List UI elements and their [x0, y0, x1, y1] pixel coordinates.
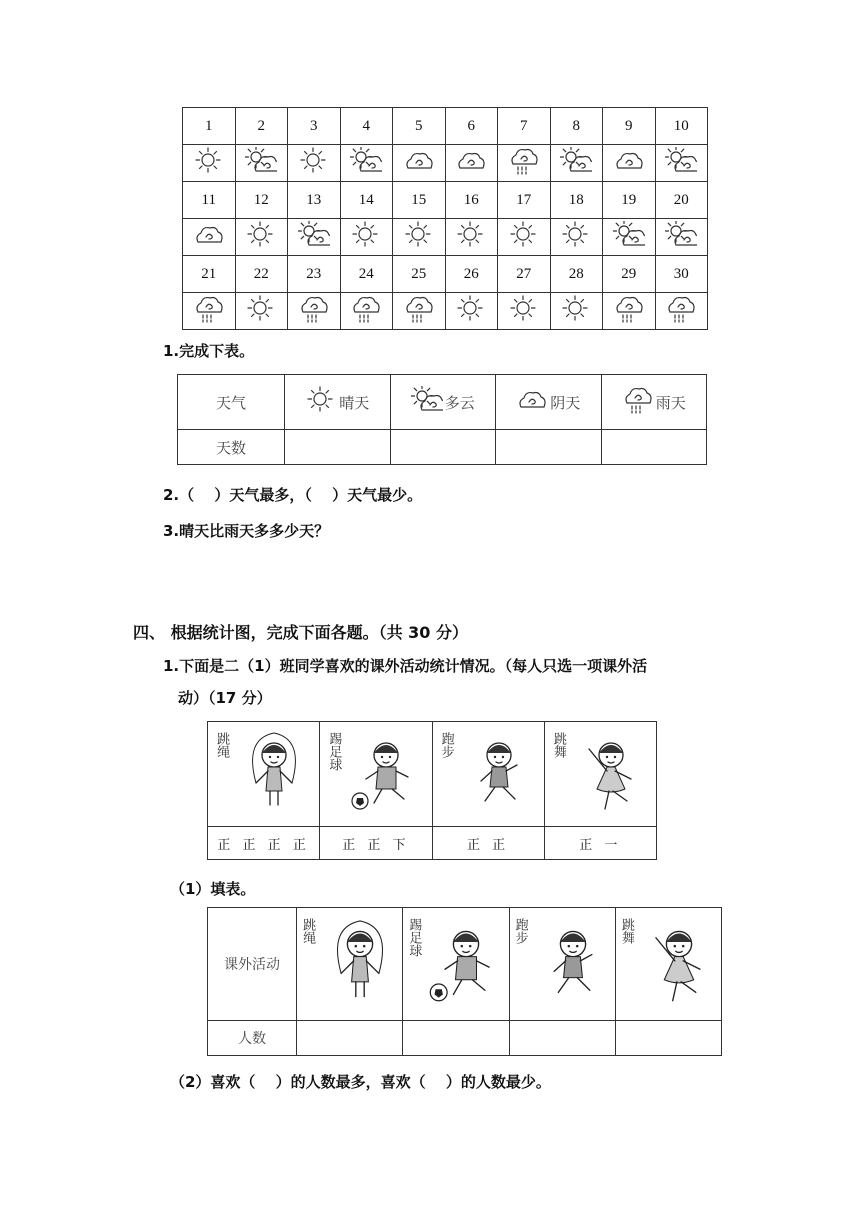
- calendar-weather-cell: [235, 145, 288, 182]
- calendar-weather-cell: [235, 293, 288, 330]
- overcast-icon: [516, 386, 548, 418]
- calendar-day-number: 13: [288, 182, 341, 219]
- calendar-weather-cell: [340, 145, 393, 182]
- calendar-weather-cell: [550, 145, 603, 182]
- calendar-weather-cell: [603, 219, 656, 256]
- sunny-icon: [245, 234, 277, 253]
- calendar-weather-cell: [445, 293, 498, 330]
- calendar-weather-cell: [550, 219, 603, 256]
- calendar-day-number: 10: [655, 108, 708, 145]
- calendar-weather-cell: [393, 293, 446, 330]
- days-answer-cell[interactable]: [285, 430, 391, 465]
- partly-cloudy-icon: [560, 160, 592, 179]
- calendar-weather-cell: [655, 145, 708, 182]
- tally-marks: 正 正: [432, 827, 544, 860]
- days-answer-cell[interactable]: [496, 430, 602, 465]
- activity-tally-table: [207, 721, 657, 860]
- activity-picture-cell: [432, 722, 544, 827]
- calendar-day-number: 23: [288, 256, 341, 293]
- calendar-weather-cell: [498, 219, 551, 256]
- activity-label: 跳舞: [618, 918, 634, 944]
- rain-icon: [350, 308, 382, 327]
- activity-picture-cell: [208, 722, 320, 827]
- sunny-icon: [508, 308, 540, 327]
- activity-label: 踢足球: [326, 732, 342, 771]
- calendar-day-number: 15: [393, 182, 446, 219]
- sunny-icon: [350, 234, 382, 253]
- sunny-icon: [305, 386, 337, 418]
- partly-cloudy-icon: [665, 234, 697, 253]
- rain-icon: [403, 308, 435, 327]
- overcast-icon: [193, 234, 225, 253]
- calendar-weather-cell: [288, 145, 341, 182]
- rain-icon: [508, 160, 540, 179]
- calendar-weather-cell: [288, 219, 341, 256]
- question-1: 1.完成下表。: [163, 342, 255, 360]
- soccer-child-icon: [424, 917, 508, 1012]
- activity-picture-cell: [403, 908, 509, 1021]
- tally-marks: 正 正 下: [320, 827, 432, 860]
- count-answer-cell[interactable]: [403, 1021, 509, 1056]
- calendar-weather-cell: [183, 219, 236, 256]
- calendar-day-number: 6: [445, 108, 498, 145]
- activity-label: 跳绳: [300, 918, 316, 944]
- calendar-day-number: 29: [603, 256, 656, 293]
- calendar-day-number: 21: [183, 256, 236, 293]
- partly-cloudy-icon: [613, 234, 645, 253]
- calendar-day-number: 14: [340, 182, 393, 219]
- sunny-icon: [560, 308, 592, 327]
- jump-rope-child-icon: [318, 917, 402, 1012]
- activity-picture-cell: [509, 908, 615, 1021]
- rain-icon: [622, 386, 654, 418]
- calendar-weather-cell: [288, 293, 341, 330]
- soccer-child-icon: [346, 729, 426, 819]
- overcast-icon: [403, 160, 435, 179]
- sunny-icon: [193, 160, 225, 179]
- activity-label: 跳绳: [214, 732, 230, 758]
- calendar-day-number: 27: [498, 256, 551, 293]
- calendar-day-number: 7: [498, 108, 551, 145]
- sunny-icon: [455, 308, 487, 327]
- dancing-child-icon: [571, 729, 651, 819]
- sub-question-2: （2）喜欢（ ）的人数最多，喜欢（ ）的人数最少。: [170, 1073, 551, 1091]
- calendar-day-number: 2: [235, 108, 288, 145]
- rain-icon: [298, 308, 330, 327]
- weather-header-label: 天气: [178, 375, 285, 430]
- problem-1-line-1: 1.下面是二（1）班同学喜欢的课外活动统计情况。（每人只选一项课外活: [163, 657, 648, 675]
- days-answer-cell[interactable]: [390, 430, 496, 465]
- weather-type-cloudy: [390, 375, 496, 430]
- calendar-weather-cell: [445, 145, 498, 182]
- calendar-day-number: 17: [498, 182, 551, 219]
- running-child-icon: [459, 729, 539, 819]
- weather-type-sunny: [285, 375, 391, 430]
- activity-label: 跑步: [438, 732, 454, 758]
- calendar-day-number: 5: [393, 108, 446, 145]
- dancing-child-icon: [637, 917, 721, 1012]
- rain-icon: [613, 308, 645, 327]
- calendar-day-number: 4: [340, 108, 393, 145]
- sunny-icon: [403, 234, 435, 253]
- calendar-day-number: 22: [235, 256, 288, 293]
- count-answer-cell[interactable]: [509, 1021, 615, 1056]
- calendar-day-number: 24: [340, 256, 393, 293]
- calendar-day-number: 18: [550, 182, 603, 219]
- activity-count-table: [207, 907, 722, 1056]
- partly-cloudy-icon: [665, 160, 697, 179]
- calendar-weather-cell: [340, 219, 393, 256]
- activity-label: 跑步: [512, 918, 528, 944]
- weather-count-table: [177, 374, 707, 465]
- count-answer-cell[interactable]: [615, 1021, 721, 1056]
- tally-marks: 正 正 正 正: [208, 827, 320, 860]
- days-row-label: 天数: [178, 430, 285, 465]
- weather-type-label: 多云: [444, 393, 475, 412]
- activity-label: 踢足球: [406, 918, 422, 957]
- calendar-day-number: 26: [445, 256, 498, 293]
- calendar-weather-cell: [183, 293, 236, 330]
- weather-calendar: [182, 107, 708, 330]
- overcast-icon: [455, 160, 487, 179]
- activity-picture-cell: [297, 908, 403, 1021]
- calendar-weather-cell: [550, 293, 603, 330]
- jump-rope-child-icon: [234, 729, 314, 819]
- problem-1-line-2: 动）（17 分）: [178, 689, 272, 707]
- calendar-day-number: 28: [550, 256, 603, 293]
- rain-icon: [665, 308, 697, 327]
- activity-picture-cell: [615, 908, 721, 1021]
- weather-type-label: 雨天: [655, 393, 686, 412]
- calendar-weather-cell: [393, 219, 446, 256]
- question-3: 3.晴天比雨天多多少天？: [163, 522, 330, 540]
- question-2: 2.（ ）天气最多，（ ）天气最少。: [163, 486, 423, 504]
- calendar-weather-cell: [603, 145, 656, 182]
- activity-header-label: 课外活动: [208, 908, 297, 1021]
- calendar-day-number: 9: [603, 108, 656, 145]
- calendar-day-number: 19: [603, 182, 656, 219]
- calendar-day-number: 3: [288, 108, 341, 145]
- activity-picture-cell: [320, 722, 432, 827]
- calendar-day-number: 1: [183, 108, 236, 145]
- activity-label: 跳舞: [550, 732, 566, 758]
- calendar-weather-cell: [655, 219, 708, 256]
- partly-cloudy-icon: [411, 386, 443, 418]
- calendar-weather-cell: [445, 219, 498, 256]
- sunny-icon: [298, 160, 330, 179]
- calendar-day-number: 8: [550, 108, 603, 145]
- section-4-heading: 四、 根据统计图，完成下面各题。（共 30 分）: [133, 623, 468, 642]
- activity-picture-cell: [544, 722, 656, 827]
- partly-cloudy-icon: [350, 160, 382, 179]
- overcast-icon: [613, 160, 645, 179]
- count-row-label: 人数: [208, 1021, 297, 1056]
- calendar-day-number: 20: [655, 182, 708, 219]
- sunny-icon: [508, 234, 540, 253]
- sunny-icon: [560, 234, 592, 253]
- calendar-weather-cell: [393, 145, 446, 182]
- days-answer-cell[interactable]: [601, 430, 707, 465]
- count-answer-cell[interactable]: [297, 1021, 403, 1056]
- weather-type-rainy: [601, 375, 707, 430]
- sunny-icon: [455, 234, 487, 253]
- weather-type-label: 阴天: [550, 393, 581, 412]
- calendar-weather-cell: [498, 293, 551, 330]
- calendar-weather-cell: [235, 219, 288, 256]
- calendar-weather-cell: [183, 145, 236, 182]
- weather-type-overcast: [496, 375, 602, 430]
- calendar-weather-cell: [498, 145, 551, 182]
- sub-question-1: （1）填表。: [170, 880, 256, 898]
- sunny-icon: [245, 308, 277, 327]
- calendar-day-number: 12: [235, 182, 288, 219]
- partly-cloudy-icon: [298, 234, 330, 253]
- tally-marks: 正 一: [544, 827, 656, 860]
- running-child-icon: [531, 917, 615, 1012]
- calendar-day-number: 16: [445, 182, 498, 219]
- calendar-day-number: 30: [655, 256, 708, 293]
- partly-cloudy-icon: [245, 160, 277, 179]
- calendar-day-number: 11: [183, 182, 236, 219]
- calendar-weather-cell: [603, 293, 656, 330]
- weather-type-label: 晴天: [339, 393, 370, 412]
- rain-icon: [193, 308, 225, 327]
- calendar-day-number: 25: [393, 256, 446, 293]
- calendar-weather-cell: [655, 293, 708, 330]
- calendar-weather-cell: [340, 293, 393, 330]
